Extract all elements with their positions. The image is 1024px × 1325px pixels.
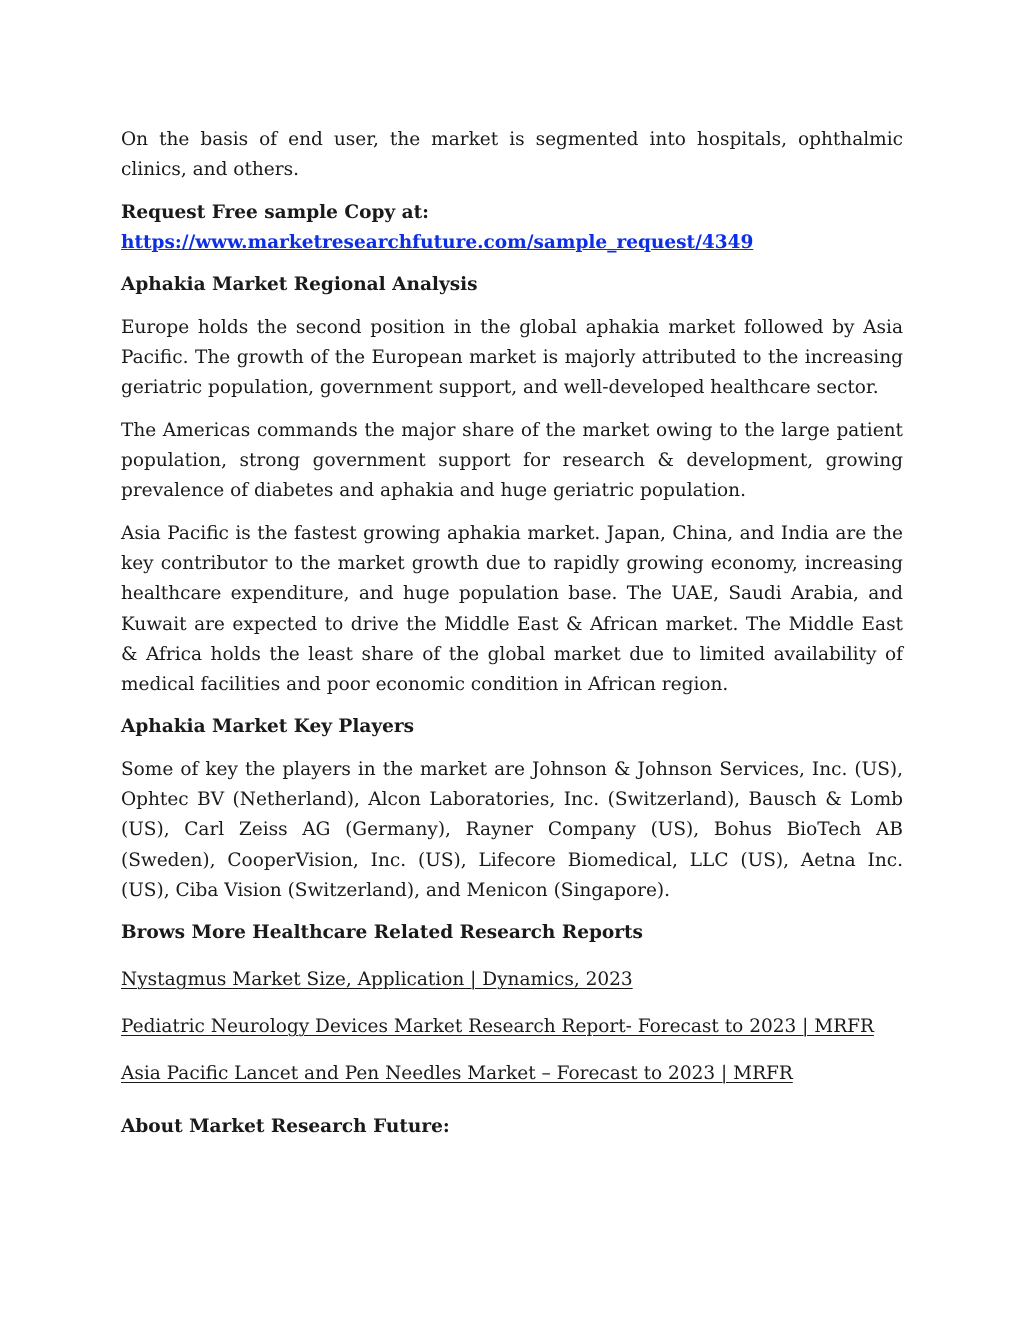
report-link-pediatric-neurology[interactable]: Pediatric Neurology Devices Market Research Report- Forecast to 2023 | MRFR xyxy=(121,1016,874,1037)
regional-analysis-heading: Aphakia Market Regional Analysis xyxy=(121,274,478,295)
report-link-lancet-pen-needles[interactable]: Asia Pacific Lancet and Pen Needles Market – Forecast to 2023 | MRFR xyxy=(121,1063,793,1084)
regional-paragraph-europe: Europe holds the second position in the global aphakia market followed by Asia Pacific. The growth of the European market is majorly attributed to the increasing geriatric population, government support, and well-developed healthcare sector. xyxy=(121,317,903,399)
sample-request-label: Request Free sample Copy at: xyxy=(121,202,429,223)
key-players-heading: Aphakia Market Key Players xyxy=(121,716,415,737)
about-heading: About Market Research Future: xyxy=(121,1116,450,1137)
sample-request-link[interactable]: https://www.marketresearchfuture.com/sample_request/4349 xyxy=(121,232,754,253)
end-user-paragraph: On the basis of end user, the market is segmented into hospitals, ophthalmic clinics, and others. xyxy=(121,129,903,181)
related-reports-heading: Brows More Healthcare Related Research Reports xyxy=(121,922,643,943)
key-players-paragraph: Some of key the players in the market are Johnson & Johnson Services, Inc. (US), Ophtec BV (Netherland), Alcon Laboratories, Inc. (Switzerland), Bausch & Lomb (US), Carl Zeiss AG (Germany), Rayner Company (US), Bohus BioTech AB (Sweden), CooperVision, Inc. (US), Lifecore Biomedical, LLC (US), Aetna Inc. (US), Ciba Vision (Switzerland), and Menicon (Singapore). xyxy=(121,759,903,901)
regional-paragraph-asia-pacific: Asia Pacific is the fastest growing aphakia market. Japan, China, and India are the key contributor to the market growth due to rapidly growing economy, increasing healthcare expenditure, and huge population base. The UAE, Saudi Arabia, and Kuwait are expected to drive the Middle East & African market. The Middle East & Africa holds the least share of the global market due to limited availability of medical facilities and poor economic condition in African region. xyxy=(121,523,903,696)
report-link-nystagmus[interactable]: Nystagmus Market Size, Application | Dynamics, 2023 xyxy=(121,969,633,990)
regional-paragraph-americas: The Americas commands the major share of the market owing to the large patient population, strong government support for research & development, growing prevalence of diabetes and aphakia and huge geriatric population. xyxy=(121,420,903,502)
